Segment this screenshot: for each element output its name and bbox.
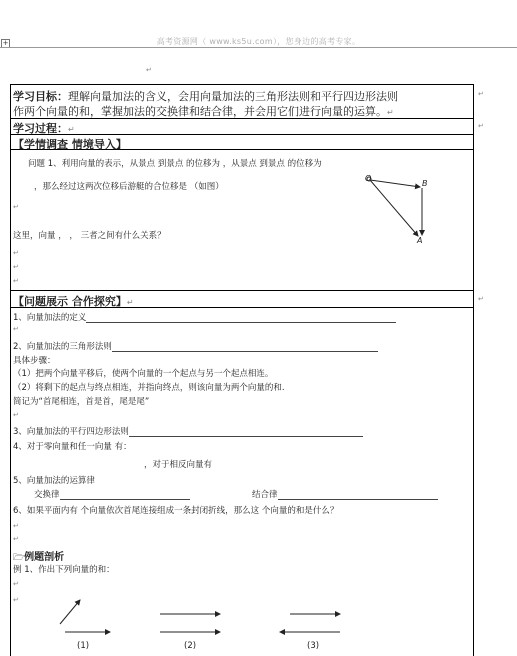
section-situation-title: 【学情调查 情境导入】 [13, 138, 127, 151]
objective-line-1: 学习目标：理解向量加法的含义，会用向量加法的三角形法则和平行四边形法则 [13, 90, 398, 103]
example-label-2: (2) [184, 641, 197, 651]
section-explore-title: 【问题展示 合作探究】↵ [13, 295, 134, 308]
question-1-line-1: 问题 1、利用向量的表示，从景点 到景点 的位移为 ，从景点 到景点 的位移为 [28, 159, 322, 169]
table-border-top [10, 84, 473, 85]
paragraph-mark: ↵ [13, 263, 19, 271]
header-divider [0, 47, 517, 48]
vector-1a [60, 600, 80, 624]
objective-line-2: 作两个向量的和，掌握加法的交换律和结合律，并会用它们进行向量的运算。↵ [13, 105, 394, 118]
table-border [10, 290, 473, 291]
paragraph-mark: ↵ [13, 325, 19, 333]
item-3-parallelogram-rule: 3、向量加法的平行四边形法则 [13, 425, 363, 437]
paragraph-mark: ↵ [13, 522, 19, 530]
cell-end-mark: ↵ [478, 295, 484, 303]
page-header: 高考资源网（ www.ks5u.com），您身边的高考专家。 [156, 37, 361, 46]
item-6-closed-polyline: 6、如果平面内有 个向量依次首尾连接组成一条封闭折线，那么这 个向量的和是什么？ [13, 506, 339, 516]
figure-label-a: A [417, 236, 423, 245]
paragraph-mark: ↵ [13, 411, 19, 419]
question-1-line-2: ，那么经过这两次位移后游艇的合位移是 （如图） [34, 182, 224, 192]
cell-end-mark: ↵ [478, 90, 484, 98]
item-5-laws: 5、向量加法的运算律 [13, 476, 95, 486]
item-4-zero-vector: 4、对于零向量和任一向量 有： [13, 442, 132, 452]
question-1-line-3: 这里，向量 ， ， 三者之间有什么关系？ [13, 231, 166, 241]
item-2-triangle-rule: 2、向量加法的三角形法则 [13, 340, 378, 352]
paragraph-mark: ↵ [13, 580, 19, 588]
figure-label-o: O [365, 174, 372, 183]
item-4-opposite-vector: ，对于相反向量有 [144, 460, 213, 470]
paragraph-mark: ↵ [13, 249, 19, 257]
folder-icon: 🗁 [13, 553, 25, 563]
displacement-figure [360, 170, 440, 250]
figure-label-b: B [422, 179, 428, 188]
step-2: （2）将剩下的起点与终点相连，并指向终点，则该向量为两个向量的和. [13, 383, 285, 393]
commutative-law: 交换律 [34, 488, 190, 500]
step-1: （1）把两个向量平移后，使两个向量的一个起点与另一个起点相连。 [13, 369, 274, 379]
example-title: 🗁例题剖析 [13, 552, 65, 563]
paragraph-mark: ↵ [13, 535, 19, 543]
table-move-handle[interactable]: + [2, 39, 9, 47]
summary-rule: 简记为“首尾相连，首是首，尾是尾” [13, 397, 150, 407]
example-label-3: (3) [307, 641, 320, 651]
cell-end-mark: ↵ [478, 122, 484, 130]
paragraph-mark: ↵ [13, 203, 19, 211]
item-1-definition: 1、向量加法的定义 [13, 311, 396, 323]
example-label-1: (1) [77, 641, 90, 651]
process-label: 学习过程：↵ [13, 122, 75, 135]
steps-label: 具体步骤： [13, 356, 56, 366]
associative-law: 结合律 [252, 488, 438, 500]
paragraph-mark: ↵ [146, 66, 152, 74]
example-1: 例 1、作出下列向量的和： [13, 565, 115, 575]
paragraph-mark: ↵ [13, 596, 19, 604]
paragraph-mark: ↵ [13, 277, 19, 285]
example-vectors [50, 590, 450, 650]
table-border [10, 134, 473, 135]
